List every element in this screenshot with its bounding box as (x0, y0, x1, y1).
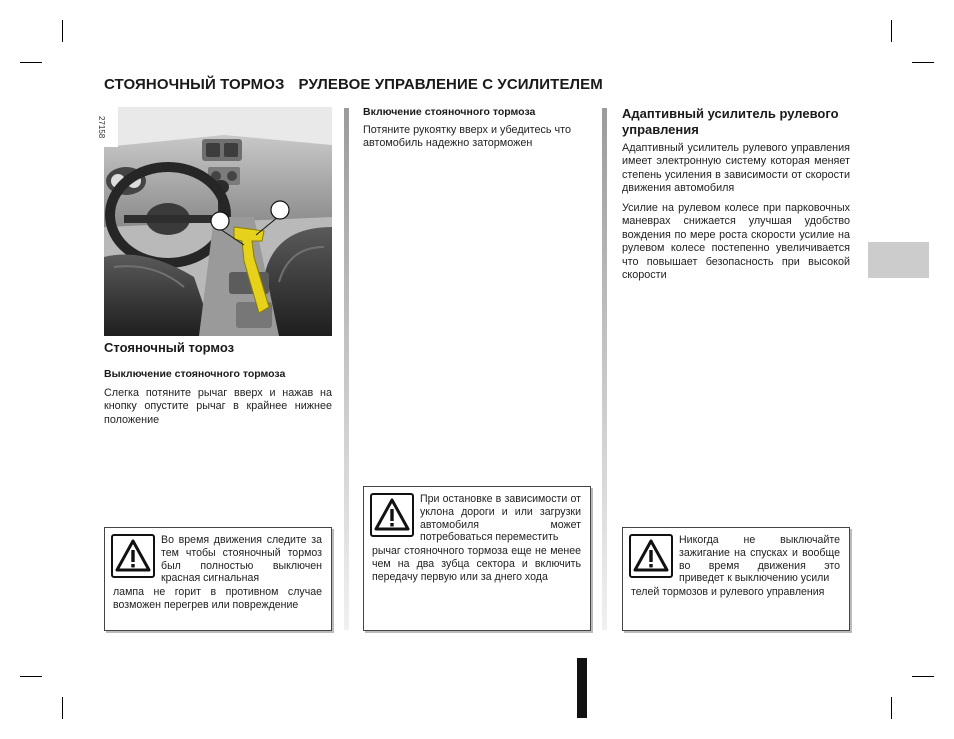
figure-reference-tab (104, 107, 118, 147)
warning-icon (111, 534, 155, 578)
warning-box (363, 486, 591, 631)
body-apply: Потяните рукоятку вверх и убедитесь что автомобиль надежно заторможен (363, 124, 571, 150)
crop-mark (62, 20, 63, 42)
body-steering-2: Усилие на рулевом колесе при парковочных маневрах снижается улучшая удобство вождения по мере роста скорости усилие на рулевом колесе постепенно увеличивается что повышает безопасность при высокой скорости (622, 202, 850, 282)
page-edge-marker (577, 658, 587, 718)
column-divider (602, 108, 607, 630)
crop-mark (20, 676, 42, 677)
crop-mark (891, 20, 892, 42)
parking-brake-illustration (104, 107, 332, 336)
body-steering-1: Адаптивный усилитель рулевого управления имеет электронную систему которая меняет степень усиления в зависимости от скорости движения автомобиля (622, 142, 850, 195)
figure-reference: 27158 (97, 116, 106, 139)
crop-mark (912, 676, 934, 677)
crop-mark (912, 62, 934, 63)
warning-box (622, 527, 850, 631)
body-release: Слегка потяните рычаг вверх и нажав на кнопку опустите рычаг в крайнее нижнее положение (104, 387, 332, 426)
page-title-right: РУЛЕВОЕ УПРАВЛЕНИЕ С УСИЛИТЕЛЕМ (298, 76, 603, 93)
warning-text: Никогда не выключайте зажигание на спусках и вообще во время движения это приведет к выключению усили (679, 534, 840, 585)
subtitle-apply: Включение стояночного тормоза (363, 106, 536, 118)
warning-box (104, 527, 332, 631)
warning-icon (629, 534, 673, 578)
warning-text: Во время движения следите за тем чтобы стояночный тормоз был полностью выключен красная сигнальная (161, 534, 322, 585)
section-thumb-tab (868, 242, 929, 278)
section-title-power-steering: Адаптивный усилитель рулевого управления (622, 106, 839, 137)
column-divider (344, 108, 349, 630)
crop-mark (62, 697, 63, 719)
page-title-left: СТОЯНОЧНЫЙ ТОРМОЗ (104, 76, 285, 93)
crop-mark (20, 62, 42, 63)
warning-text: При остановке в зависимости от уклона дороги и или загрузки автомобиля может потребоваться переместить (420, 493, 581, 544)
page-title (104, 76, 603, 93)
warning-icon (370, 493, 414, 537)
crop-mark (891, 697, 892, 719)
warning-text: рычаг стояночного тормоза еще не менее чем на два зубца сектора и включить передачу первую или за днего хода (372, 545, 581, 583)
subtitle-release: Выключение стояночного тормоза (104, 368, 286, 380)
warning-text: лампа не горит в противном случае возможен перегрев или повреждение (113, 586, 322, 611)
warning-text: телей тормозов и рулевого управления (631, 586, 825, 598)
section-title-parking-brake: Стояночный тормоз (104, 340, 235, 355)
